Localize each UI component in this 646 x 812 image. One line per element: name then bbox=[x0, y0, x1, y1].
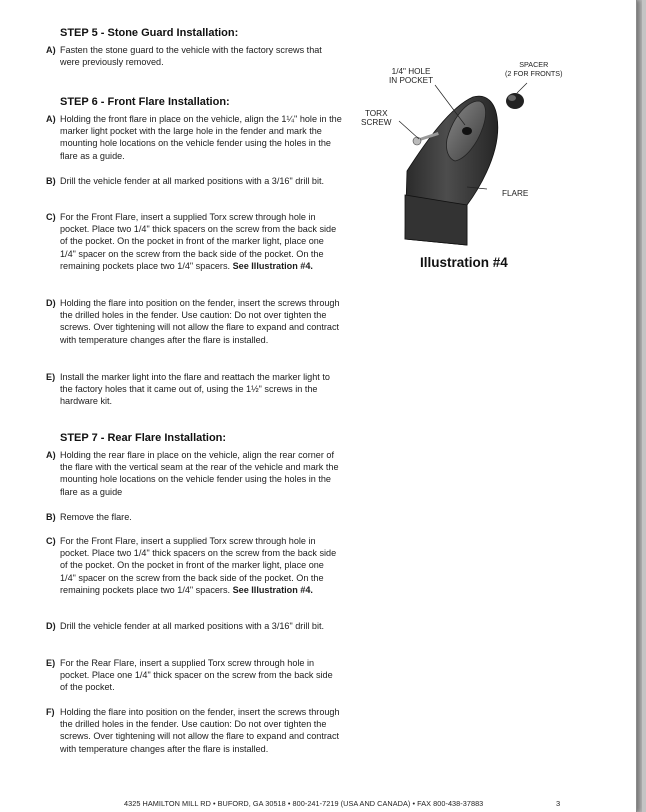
label-flare: FLARE bbox=[502, 189, 529, 198]
label-torx-line1: TORX bbox=[364, 109, 388, 118]
item-letter: B) bbox=[46, 176, 56, 186]
torx-screw-head bbox=[413, 137, 421, 145]
spacer-shape bbox=[506, 93, 524, 109]
item-text: Holding the rear flare in place on the vehicle, align the rear corner of the flare with the vertical seam at the rear of the vehicle and mark the mounting hole locations on the vehicle fender using the holes in the flare as a guide bbox=[60, 450, 339, 497]
item-letter: A) bbox=[46, 45, 56, 55]
step7-item-b bbox=[46, 511, 342, 523]
item-text: For the Front Flare, insert a supplied Torx screw through hole in pocket. Place two 1/4" thick spacers on the screw from the back side of the pocket. On the pocket in front of the marker light, place one 1/4" spacer on the screw from the back side of the pocket. On the remaining pockets place two 1/4" spacers. bbox=[60, 536, 337, 595]
item-text: Remove the flare. bbox=[60, 512, 132, 522]
item-letter: A) bbox=[46, 450, 56, 460]
item-letter: D) bbox=[46, 298, 56, 308]
step6-heading: STEP 6 - Front Flare Installation: bbox=[60, 96, 230, 108]
item-text: Holding the flare into position on the fender, insert the screws through the drilled holes in the fender. Use caution: Do not over tighten the screws. Over tightening will not allow the flare to expand and contract with temperature changes after the flare is installed. bbox=[60, 707, 340, 754]
pocket-hole bbox=[462, 127, 472, 135]
label-hole-line1: 1/4" HOLE bbox=[391, 67, 431, 76]
item-text: Holding the front flare in place on the vehicle, align the 1¼" hole in the marker light pocket with the large hole in the fender and mark the mounting hole locations on the vehicle fender using the holes in the flare as a guide. bbox=[60, 114, 342, 161]
label-spacer-line2: (2 FOR FRONTS) bbox=[505, 69, 563, 78]
item-text: Drill the vehicle fender at all marked positions with a 3/16" drill bit. bbox=[60, 176, 325, 186]
step7-item-f bbox=[46, 706, 342, 755]
item-text: Holding the flare into position on the fender, insert the screws through the drilled holes in the fender. Use caution: Do not over tighten the screws. Over tightening will not allow the flare to expand and contract with temperature changes after the flare is installed. bbox=[60, 298, 340, 345]
step5-heading: STEP 5 - Stone Guard Installation: bbox=[60, 27, 239, 39]
step7-heading: STEP 7 - Rear Flare Installation: bbox=[60, 432, 227, 444]
step6-item-c bbox=[46, 211, 342, 272]
illustration-reference: See Illustration #4. bbox=[232, 260, 313, 271]
item-text: For the Rear Flare, insert a supplied Torx screw through hole in pocket. Place one 1/4" thick spacer on the screw from the back side of the pocket. bbox=[60, 658, 333, 693]
step6-item-d bbox=[46, 297, 342, 346]
label-torx-line2: SCREW bbox=[361, 118, 392, 127]
viewer-scrollbar-edge[interactable] bbox=[642, 0, 646, 812]
label-hole-in-pocket bbox=[389, 67, 433, 85]
item-letter: C) bbox=[46, 212, 56, 222]
label-spacer-line1: SPACER bbox=[519, 60, 549, 69]
step5-item-a bbox=[46, 44, 342, 68]
step7-item-c bbox=[46, 535, 342, 596]
item-letter: E) bbox=[46, 658, 56, 668]
step7-item-d bbox=[46, 620, 342, 632]
item-text: Fasten the stone guard to the vehicle with the factory screws that were previously removed. bbox=[60, 45, 322, 68]
step6-item-b bbox=[46, 175, 342, 187]
step7-item-a bbox=[46, 449, 342, 498]
item-text: Install the marker light into the flare and reattach the marker light to the factory holes that it came out of, using the 1½" screws in the hardware kit. bbox=[60, 372, 330, 407]
item-text: Drill the vehicle fender at all marked positions with a 3/16" drill bit. bbox=[60, 621, 325, 631]
item-text: For the Front Flare, insert a supplied Torx screw through hole in pocket. Place two 1/4" thick spacers on the screw from the back side of the pocket. On the pocket in front of the marker light, place one 1/4" spacer on the screw from the back side of the pocket. On the remaining pockets place two 1/4" spacers. bbox=[60, 212, 337, 271]
step6-item-e bbox=[46, 371, 342, 408]
item-letter: F) bbox=[46, 707, 55, 717]
label-hole-line2: IN POCKET bbox=[389, 76, 434, 85]
step7-item-e bbox=[46, 657, 342, 694]
illustration-caption: Illustration #4 bbox=[420, 255, 508, 270]
item-letter: D) bbox=[46, 621, 56, 631]
flare-illustration bbox=[355, 55, 585, 280]
label-spacer bbox=[505, 60, 563, 78]
illustration-reference: See Illustration #4. bbox=[232, 584, 313, 595]
item-letter: E) bbox=[46, 372, 56, 382]
page-number: 3 bbox=[556, 799, 561, 808]
footer-address: 4325 HAMILTON MILL RD • BUFORD, GA 30518 • 800-241-7219 (USA AND CANADA) • FAX 800-438-37883 bbox=[124, 799, 484, 808]
label-torx-screw bbox=[361, 109, 391, 127]
item-letter: A) bbox=[46, 114, 56, 124]
item-letter: C) bbox=[46, 536, 56, 546]
item-letter: B) bbox=[46, 512, 56, 522]
step6-item-a bbox=[46, 113, 342, 162]
